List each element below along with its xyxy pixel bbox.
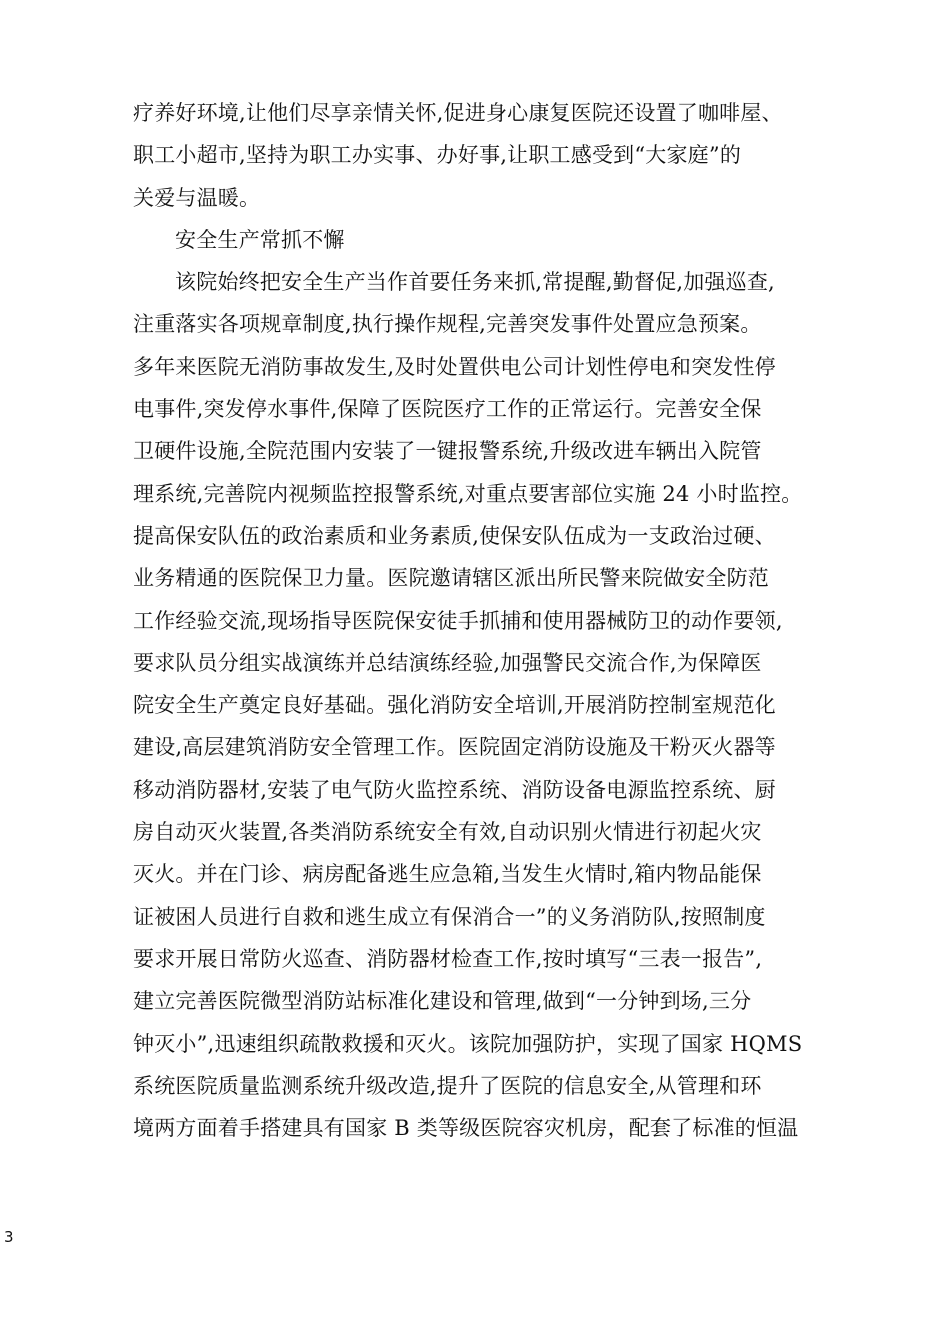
text-line: 卫硬件设施,全院范围内安装了一键报警系统,升级改进车辆出入院管: [133, 439, 762, 464]
text-line: 关爱与温暖。: [133, 185, 261, 210]
text-line: 多年来医院无消防事故发生,及时处置供电公司计划性停电和突发性停: [133, 354, 776, 379]
text-line: 业务精通的医院保卫力量。医院邀请辖区派出所民警来院做安全防范: [133, 566, 769, 591]
text-line: 建设,高层建筑消防安全管理工作。医院固定消防设施及干粉灭火器等: [133, 735, 776, 760]
text-line: 要求队员分组实战演练并总结演练经验,加强警民交流合作,为保障医: [133, 650, 762, 675]
page-number: 3: [4, 1228, 14, 1246]
text-line: 要求开展日常防火巡查、消防器材检查工作,按时填写“三表一报告”,: [133, 946, 763, 971]
section-heading: 安全生产常抓不懈: [175, 227, 345, 252]
text-line: 钟灭小”,迅速组织疏散救援和灭火。该院加强防护，实现了国家 HQMS: [133, 1031, 803, 1056]
text-line: 理系统,完善院内视频监控报警系统,对重点要害部位实施 24 小时监控。: [133, 481, 803, 506]
text-line: 疗养好环境,让他们尽享亲情关怀,促进身心康复医院还设置了咖啡屋、: [133, 101, 783, 125]
text-line: 灭火。并在门诊、病房配备逃生应急箱,当发生火情时,箱内物品能保: [133, 862, 762, 887]
text-line: 职工小超市,坚持为职工办实事、办好事,让职工感受到“大家庭”的: [133, 143, 742, 168]
text-line: 建立完善医院微型消防站标准化建设和管理,做到“一分钟到场,三分: [133, 989, 752, 1014]
text-line: 院安全生产奠定良好基础。强化消防安全培训,开展消防控制室规范化: [133, 693, 776, 718]
text-line: 证被困人员进行自救和逃生成立有保消合一”的义务消防队,按照制度: [133, 904, 766, 929]
text-line: 系统医院质量监测系统升级改造,提升了医院的信息安全,从管理和环: [133, 1073, 762, 1098]
body-text: [133, 92, 833, 1149]
text-line: 房自动灭火装置,各类消防系统安全有效,自动识别火情进行初起火灾: [133, 820, 762, 845]
text-line: 注重落实各项规章制度,执行操作规程,完善突发事件处置应急预案。: [133, 312, 762, 337]
text-line: 该院始终把安全生产当作首要任务来抓,常提醒,勤督促,加强巡查,: [175, 270, 775, 295]
text-line: 提高保安队伍的政治素质和业务素质,使保安队伍成为一支政治过硬、: [133, 523, 776, 548]
text-line: 移动消防器材,安装了电气防火监控系统、消防设备电源监控系统、厨: [133, 777, 776, 802]
text-line: 电事件,突发停水事件,保障了医院医疗工作的正常运行。完善安全保: [133, 397, 762, 422]
text-line: 境两方面着手搭建具有国家 B 类等级医院容灾机房，配套了标准的恒温: [133, 1116, 799, 1141]
text-line: 工作经验交流,现场指导医院保安徒手抓捕和使用器械防卫的动作要领,: [133, 608, 783, 633]
